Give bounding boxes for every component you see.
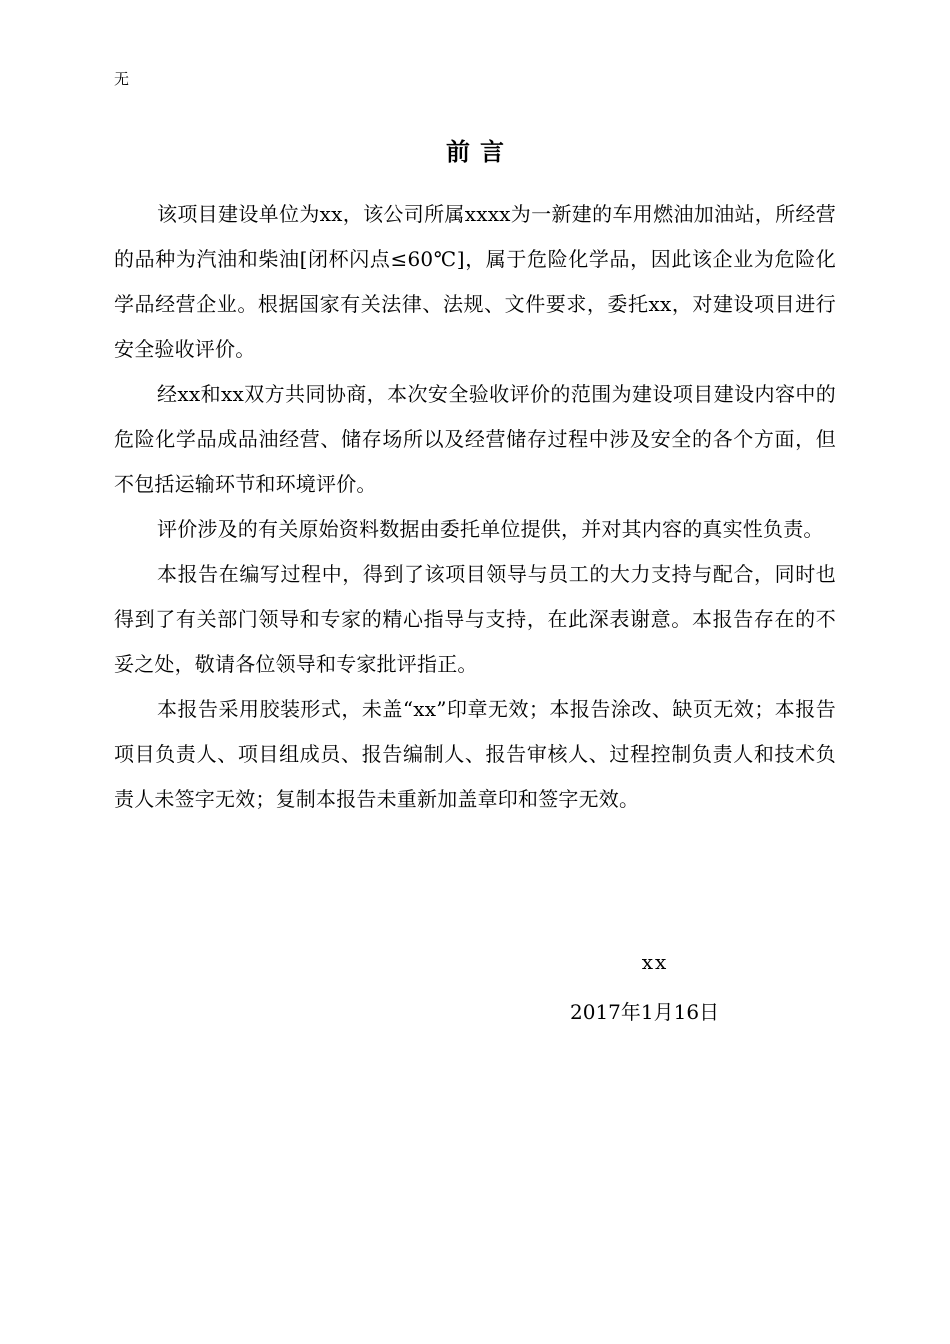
paragraph-3: 评价涉及的有关原始资料数据由委托单位提供，并对其内容的真实性负责。 (157, 517, 824, 541)
signature-date: 2017年1月16日 (570, 1000, 720, 1024)
paragraph-5: 本报告采用胶装形式，未盖“xx”印章无效；本报告涂改、缺页无效；本报告项目负责人、项目组成员、报告编制人、报告审核人、过程控制负责人和技术负责人未签字无效；复制本报告未重新加盖章印和签字无效。 (114, 697, 836, 811)
signature-block (570, 942, 740, 1032)
page-title: 前言 (446, 138, 514, 166)
signature-organization: xx (641, 950, 669, 974)
paragraph-4: 本报告在编写过程中，得到了该项目领导与员工的大力支持与配合，同时也得到了有关部门领导和专家的精心指导与支持，在此深表谢意。本报告存在的不妥之处，敬请各位领导和专家批评指正。 (114, 562, 836, 676)
header-mark: 无 (114, 70, 130, 88)
paragraph-1: 该项目建设单位为xx，该公司所属xxxx为一新建的车用燃油加油站，所经营的品种为汽油和柴油[闭杯闪点≤60℃]，属于危险化学品，因此该企业为危险化学品经营企业。根据国家有关法律、法规、文件要求，委托xx，对建设项目进行安全验收评价。 (114, 202, 836, 361)
preface-body (114, 192, 836, 822)
paragraph-2: 经xx和xx双方共同协商，本次安全验收评价的范围为建设项目建设内容中的危险化学品成品油经营、储存场所以及经营储存过程中涉及安全的各个方面，但不包括运输环节和环境评价。 (114, 382, 836, 496)
